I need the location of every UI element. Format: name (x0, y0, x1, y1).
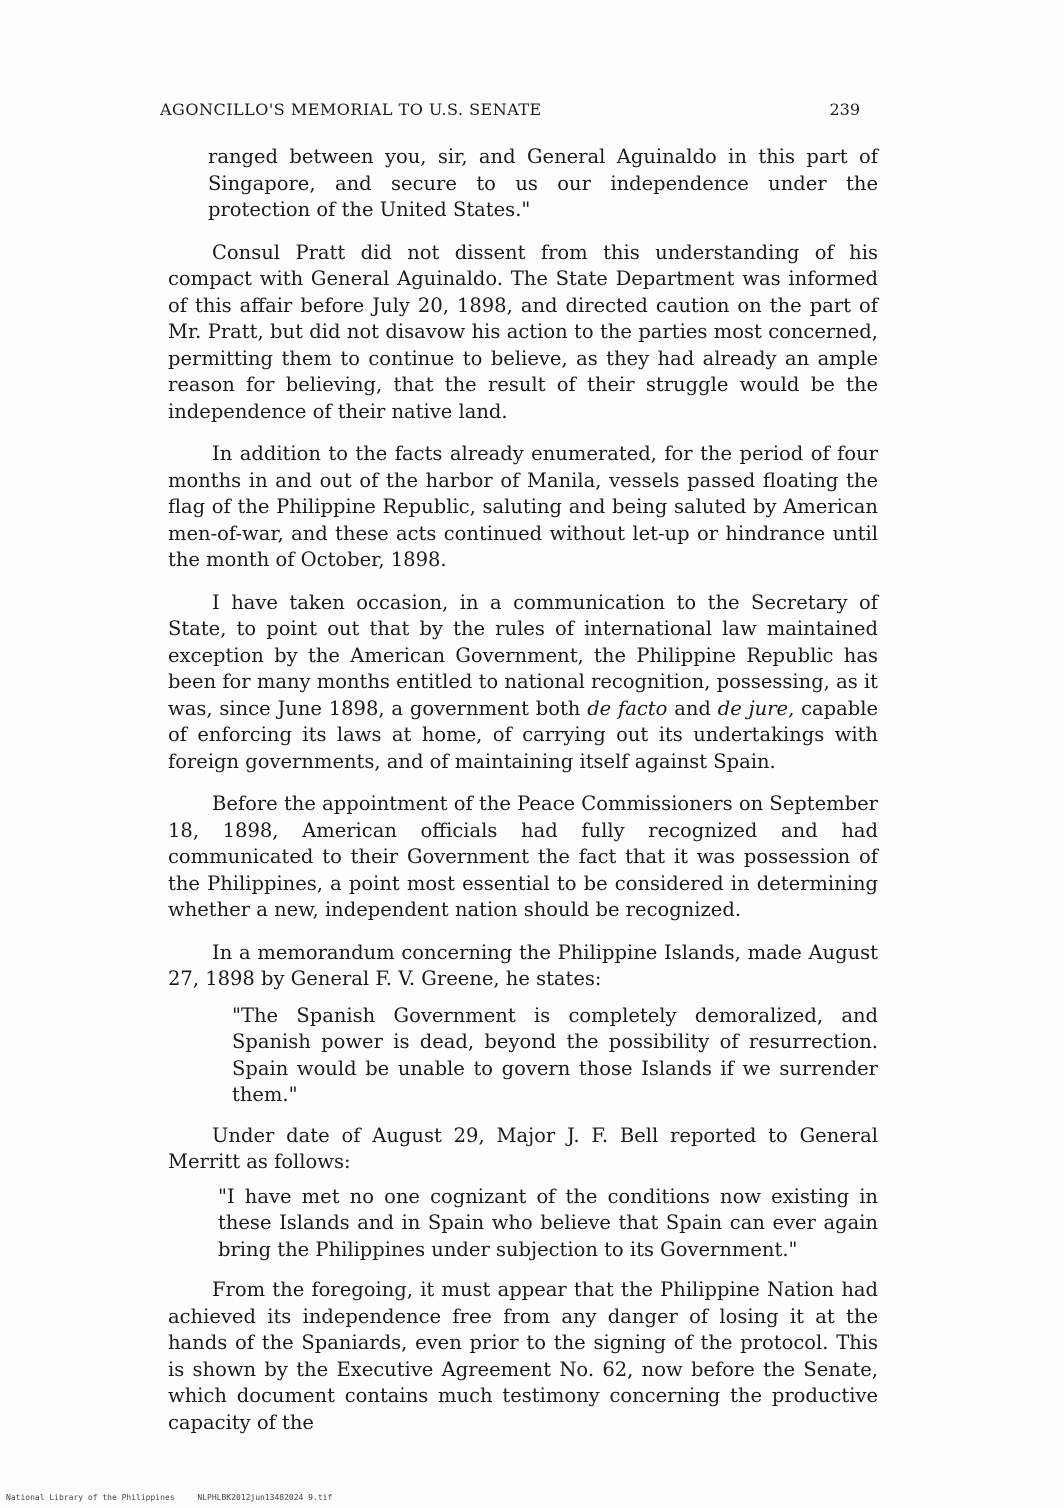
paragraph-greene-memorandum: In a memorandum concerning the Philippine Islands, made August 27, 1898 by General F. V. Greene, he states: (168, 940, 878, 990)
library-credit: National Library of the Philippines (6, 1493, 175, 1502)
running-title: AGONCILLO'S MEMORIAL TO U.S. SENATE (160, 100, 542, 119)
paragraph-international-law (168, 590, 878, 776)
paragraph-text: capable of enforcing its laws at home, of carrying out its undertakings with foreign governments, and of maintaining itself against Spain. (168, 696, 878, 773)
quote-continuation: ranged between you, sir, and General Aguinaldo in this part of Singapore, and secure to us our independence under the protection of the United States." (208, 145, 878, 221)
italic-de-jure: de jure, (717, 696, 795, 720)
running-header (160, 100, 860, 126)
italic-de-facto: de facto (587, 696, 668, 720)
paragraph-harbor-of-manila: In addition to the facts already enumerated, for the period of four months in and out of the harbor of Manila, vessels passed floating the flag of the Philippine Republic, saluting and being saluted by American men-of-war, and these acts continued without let-up or hindrance until the month of October, 1898. (168, 442, 878, 571)
paragraph-text: I have taken occasion, in a communication to the Secretary of State, to point out that by the rules of international law maintained exception by the American Government, the Philippine Republic has been for many months entitled to national recognition, possessing, as it was, since June 1898, a government both (168, 590, 878, 720)
quote-greene: "The Spanish Government is completely demoralized, and Spanish power is dead, beyond the possibility of resurrection. Spain would be unable to govern those Islands if we surrender them." (232, 1003, 878, 1106)
quote-bell: "I have met no one cognizant of the conditions now existing in these Islands and in Spain who believe that Spain can ever again bring the Philippines under subjection to its Government." (218, 1184, 878, 1261)
paragraph-consul-pratt: Consul Pratt did not dissent from this understanding of his compact with General Aguinaldo. The State Department was informed of this affair before July 20, 1898, and directed caution on the part of Mr. Pratt, but did not disavow his action to the parties most concerned, permitting them to continue to believe, as they had already an ample reason for believing, that the result of their struggle would be the independence of their native land. (168, 240, 878, 423)
body-text (168, 144, 878, 1436)
scan-file-id: NLPHLBK2012jun13482024 9.tif (197, 1493, 333, 1502)
page-number: 239 (829, 100, 860, 119)
paragraph-peace-commissioners: Before the appointment of the Peace Commissioners on September 18, 1898, American officials had fully recognized and had communicated to their Government the fact that it was possession of the Philippines, a point most essential to be considered in determining whether a new, independent nation should be recognized. (168, 792, 878, 921)
scan-footer (6, 1493, 350, 1502)
conjunction-text: and (674, 696, 711, 720)
paragraph-bell-report: Under date of August 29, Major J. F. Bell reported to General Merritt as follows: (168, 1123, 878, 1173)
paragraph-foregoing: From the foregoing, it must appear that the Philippine Nation had achieved its independence free from any danger of losing it at the hands of the Spaniards, even prior to the signing of the protocol. This is shown by the Executive Agreement No. 62, now before the Senate, which document contains much testimony concerning the productive capacity of the (168, 1278, 878, 1434)
